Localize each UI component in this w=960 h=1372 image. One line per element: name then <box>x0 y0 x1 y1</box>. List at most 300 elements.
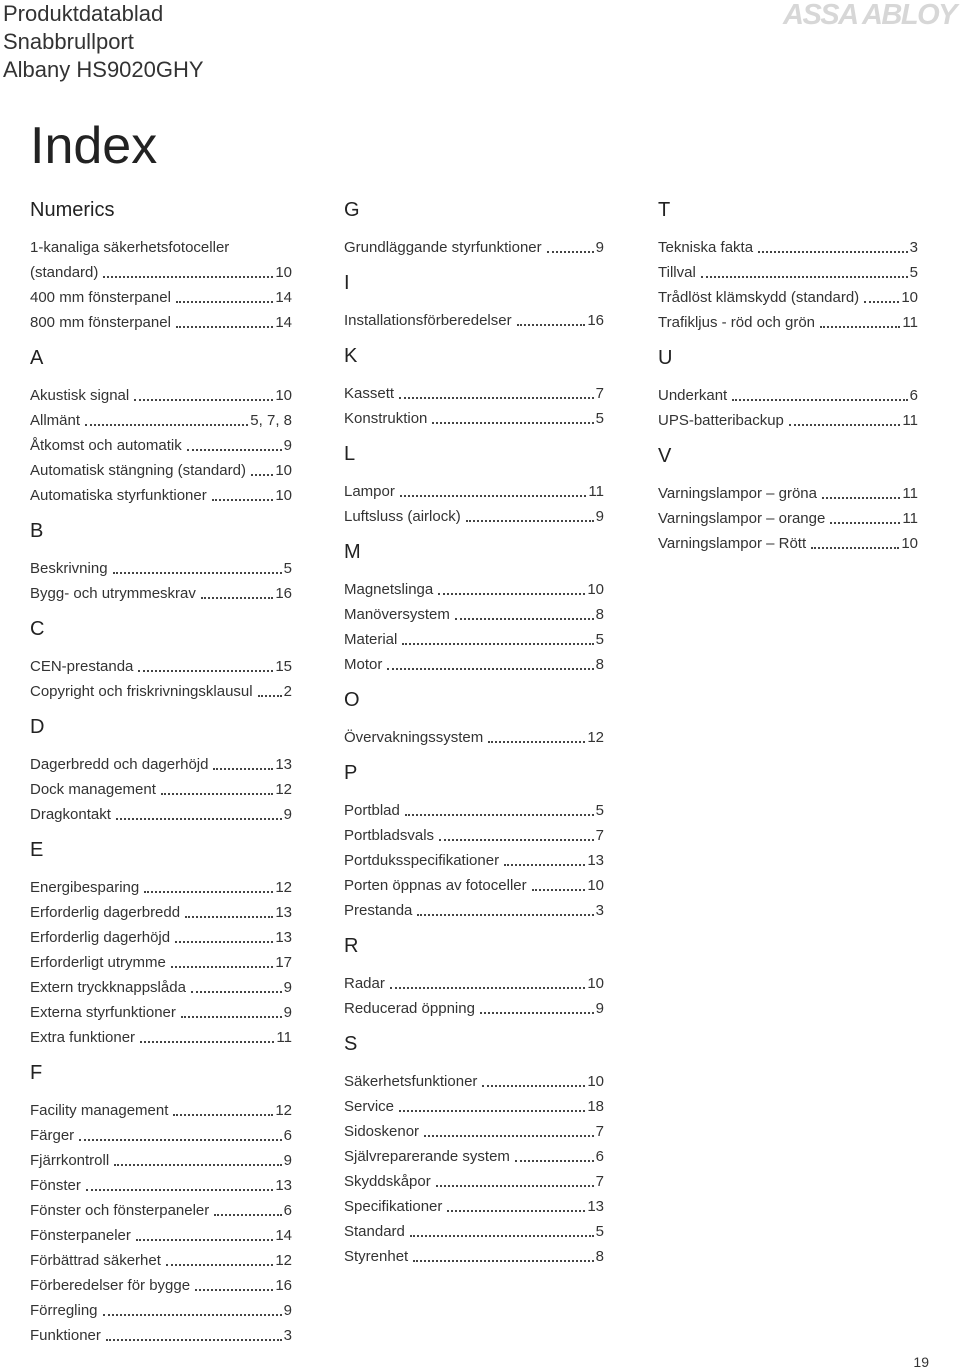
entry-page-ref: 5 <box>595 410 604 427</box>
entry-page-ref: 9 <box>595 1000 604 1017</box>
entry-page-ref: 10 <box>275 487 292 504</box>
index-entry <box>30 1000 292 1025</box>
section-heading: M <box>344 541 361 563</box>
entry-page-ref: 5 <box>909 264 918 281</box>
dot-leader <box>138 670 273 672</box>
entry-label: Förregling <box>30 1302 98 1319</box>
entry-label: Energibesparing <box>30 879 140 896</box>
page-number: 19 <box>913 1354 929 1370</box>
entry-page-ref: 12 <box>275 1252 292 1269</box>
section-heading: V <box>658 445 672 467</box>
dot-leader <box>438 593 585 595</box>
entry-page-ref: 11 <box>902 314 918 331</box>
entry-page-ref: 5 <box>595 1223 604 1240</box>
dot-leader <box>176 326 273 328</box>
index-section <box>344 343 604 431</box>
index-entry <box>30 679 292 704</box>
index-entry <box>344 1219 604 1244</box>
dot-leader <box>402 643 593 645</box>
entry-label: Externa styrfunktioner <box>30 1004 176 1021</box>
entry-page-ref: 13 <box>275 756 292 773</box>
dot-leader <box>134 399 273 401</box>
header-line-1: Produktdatablad <box>3 1 164 26</box>
index-entry <box>30 975 292 1000</box>
entry-page-ref: 12 <box>587 729 604 746</box>
entry-page-ref: 5 <box>595 631 604 648</box>
index-entry <box>344 971 604 996</box>
index-entry <box>30 1223 292 1248</box>
index-entry <box>344 1094 604 1119</box>
dot-leader <box>789 424 901 426</box>
dot-leader <box>195 1289 273 1291</box>
index-entry <box>30 408 292 433</box>
index-entry <box>30 654 292 679</box>
section-heading: C <box>30 618 45 640</box>
index-entry <box>344 1069 604 1094</box>
brand-logo: ASSA ABLOY <box>783 0 956 31</box>
index-entry <box>30 433 292 458</box>
index-entry <box>344 627 604 652</box>
page-title: Index <box>30 117 158 175</box>
entry-label: Fönster <box>30 1177 81 1194</box>
index-entry <box>30 1123 292 1148</box>
entry-label: Varningslampor – orange <box>658 510 826 527</box>
index-entry <box>30 777 292 802</box>
section-heading: A <box>30 347 44 369</box>
index-entry <box>344 1144 604 1169</box>
entry-page-ref: 11 <box>902 412 918 429</box>
entry-label: Förberedelser för bygge <box>30 1277 191 1294</box>
dot-leader <box>410 1235 594 1237</box>
dot-leader <box>432 422 593 424</box>
dot-leader <box>390 987 585 989</box>
dot-leader <box>113 572 282 574</box>
index-entry <box>658 310 918 335</box>
dot-leader <box>176 301 273 303</box>
index-section <box>30 1060 292 1348</box>
index-section <box>344 197 604 260</box>
entry-page-ref: 8 <box>595 606 604 623</box>
section-heading: P <box>344 762 358 784</box>
index-entry <box>658 383 918 408</box>
section-heading: R <box>344 935 359 957</box>
index-entry <box>30 900 292 925</box>
entry-page-ref: 12 <box>275 781 292 798</box>
entry-page-ref: 7 <box>595 1123 604 1140</box>
section-heading: S <box>344 1033 358 1055</box>
index-entry <box>344 725 604 750</box>
dot-leader <box>399 397 594 399</box>
dot-leader <box>181 1016 282 1018</box>
index-section <box>30 837 292 1050</box>
entry-label: 1-kanaliga säkerhetsfotoceller <box>30 239 230 256</box>
dot-leader <box>171 966 273 968</box>
index-column-3 <box>658 197 918 556</box>
dot-leader <box>455 618 594 620</box>
dot-leader <box>811 547 899 549</box>
index-entry <box>344 652 604 677</box>
entry-page-ref: 6 <box>283 1202 292 1219</box>
index-section <box>344 270 604 333</box>
entry-page-ref: 8 <box>595 1248 604 1265</box>
index-entry <box>344 577 604 602</box>
entry-page-ref: 11 <box>588 483 604 500</box>
entry-page-ref: 10 <box>587 975 604 992</box>
index-entry <box>30 950 292 975</box>
dot-leader <box>213 768 273 770</box>
dot-leader <box>399 1110 585 1112</box>
section-heading: F <box>30 1062 43 1084</box>
entry-label: Extra funktioner <box>30 1029 136 1046</box>
index-entry <box>30 802 292 827</box>
section-heading: Numerics <box>30 199 115 221</box>
index-entry <box>344 602 604 627</box>
entry-page-ref: 12 <box>275 1102 292 1119</box>
index-section <box>344 441 604 529</box>
entry-page-ref: 14 <box>275 314 292 331</box>
entry-page-ref: 16 <box>275 1277 292 1294</box>
entry-page-ref: 13 <box>587 852 604 869</box>
index-entry <box>344 798 604 823</box>
dot-leader <box>482 1085 585 1087</box>
entry-page-ref: 9 <box>283 1302 292 1319</box>
index-section <box>30 345 292 508</box>
dot-leader <box>214 1214 281 1216</box>
entry-page-ref: 14 <box>275 1227 292 1244</box>
entry-label: Kassett <box>344 385 395 402</box>
entry-label: Underkant <box>658 387 728 404</box>
entry-page-ref: 17 <box>275 954 292 971</box>
entry-page-ref: 13 <box>275 904 292 921</box>
dot-leader <box>136 1239 273 1241</box>
index-section <box>658 443 918 556</box>
dot-leader <box>547 251 594 253</box>
index-entry <box>344 235 604 260</box>
entry-label: Installationsförberedelser <box>344 312 512 329</box>
entry-label: Portduksspecifikationer <box>344 852 500 869</box>
dot-leader <box>466 520 594 522</box>
entry-label: CEN-prestanda <box>30 658 134 675</box>
entry-label: Skyddskåpor <box>344 1173 431 1190</box>
entry-page-ref: 8 <box>595 656 604 673</box>
dot-leader <box>822 497 900 499</box>
entry-label: Tekniska fakta <box>658 239 754 256</box>
index-entry <box>30 925 292 950</box>
section-heading: K <box>344 345 358 367</box>
dot-leader <box>701 276 908 278</box>
dot-leader <box>758 251 908 253</box>
index-entry <box>30 458 292 483</box>
entry-label: Konstruktion <box>344 410 428 427</box>
dot-leader <box>504 864 585 866</box>
entry-label-continued: (standard) <box>30 264 99 281</box>
dot-leader <box>258 695 282 697</box>
entry-page-ref: 16 <box>275 585 292 602</box>
dot-leader <box>400 495 587 497</box>
entry-page-ref: 9 <box>595 508 604 525</box>
entry-label: Färger <box>30 1127 75 1144</box>
entry-page-ref: 9 <box>595 239 604 256</box>
entry-label: Övervakningssystem <box>344 729 484 746</box>
entry-page-ref: 6 <box>595 1148 604 1165</box>
entry-label: Radar <box>344 975 385 992</box>
index-entry <box>30 581 292 606</box>
entry-label: Standard <box>344 1223 405 1240</box>
entry-page-ref: 10 <box>587 877 604 894</box>
index-entry <box>344 898 604 923</box>
entry-label: Dragkontakt <box>30 806 111 823</box>
entry-page-ref: 10 <box>587 1073 604 1090</box>
index-entry <box>30 1198 292 1223</box>
dot-leader <box>161 793 273 795</box>
index-entry <box>30 1025 292 1050</box>
index-entry <box>658 285 918 310</box>
entry-page-ref: 9 <box>283 437 292 454</box>
index-section <box>30 518 292 606</box>
index-entry <box>658 235 918 260</box>
dot-leader <box>173 1114 273 1116</box>
dot-leader <box>79 1139 281 1141</box>
entry-page-ref: 11 <box>902 485 918 502</box>
entry-page-ref: 3 <box>595 902 604 919</box>
section-heading: E <box>30 839 44 861</box>
index-section <box>344 760 604 923</box>
entry-label: Facility management <box>30 1102 169 1119</box>
entry-page-ref: 18 <box>587 1098 604 1115</box>
index-entry <box>658 408 918 433</box>
index-entry <box>344 1194 604 1219</box>
dot-leader <box>515 1160 594 1162</box>
entry-label: Service <box>344 1098 395 1115</box>
dot-leader <box>140 1041 274 1043</box>
entry-page-ref: 7 <box>595 385 604 402</box>
index-section <box>658 197 918 335</box>
entry-page-ref: 6 <box>283 1127 292 1144</box>
entry-label: Material <box>344 631 398 648</box>
entry-label: Trafikljus - röd och grön <box>658 314 816 331</box>
dot-leader <box>864 301 899 303</box>
index-entry <box>658 506 918 531</box>
index-entry <box>30 1098 292 1123</box>
dot-leader <box>830 522 900 524</box>
entry-label: Sidoskenor <box>344 1123 420 1140</box>
section-heading: I <box>344 272 350 294</box>
index-section <box>658 345 918 433</box>
entry-label: Akustisk signal <box>30 387 130 404</box>
entry-page-ref: 3 <box>909 239 918 256</box>
entry-label: Självreparerande system <box>344 1148 510 1165</box>
header-line-2: Snabbrullport <box>3 29 134 54</box>
index-entry <box>30 235 292 285</box>
dot-leader <box>387 668 593 670</box>
entry-label: Tillval <box>658 264 696 281</box>
entry-page-ref: 11 <box>276 1029 292 1046</box>
document-header <box>3 0 204 84</box>
dot-leader <box>480 1012 594 1014</box>
dot-leader <box>175 941 273 943</box>
section-heading: B <box>30 520 44 542</box>
index-section <box>30 714 292 827</box>
entry-label: Automatiska styrfunktioner <box>30 487 207 504</box>
entry-label: Copyright och friskrivningsklausul <box>30 683 253 700</box>
index-entry <box>30 285 292 310</box>
entry-page-ref: 16 <box>587 312 604 329</box>
index-entry <box>30 1173 292 1198</box>
entry-label: Beskrivning <box>30 560 108 577</box>
entry-label: Trådlöst klämskydd (standard) <box>658 289 860 306</box>
section-heading: O <box>344 689 360 711</box>
entry-label: Extern tryckknappslåda <box>30 979 186 996</box>
index-entry <box>344 1169 604 1194</box>
entry-label: 800 mm fönsterpanel <box>30 314 171 331</box>
entry-page-ref: 13 <box>275 1177 292 1194</box>
index-entry <box>30 752 292 777</box>
dot-leader <box>103 276 273 278</box>
entry-page-ref: 10 <box>901 535 918 552</box>
entry-label: UPS-batteribackup <box>658 412 784 429</box>
dot-leader <box>532 889 586 891</box>
index-entry <box>658 481 918 506</box>
section-heading: T <box>658 199 671 221</box>
entry-label: Erforderlig dagerhöjd <box>30 929 171 946</box>
entry-label: Porten öppnas av fotoceller <box>344 877 527 894</box>
header-line-3: Albany HS9020GHY <box>3 57 204 82</box>
entry-label: Allmänt <box>30 412 81 429</box>
index-entry <box>30 875 292 900</box>
index-entry <box>344 848 604 873</box>
entry-page-ref: 5 <box>595 802 604 819</box>
entry-label: Åtkomst och automatik <box>30 437 182 454</box>
entry-label: Varningslampor – Rött <box>658 535 807 552</box>
index-column-1 <box>30 197 292 1348</box>
dot-leader <box>413 1260 593 1262</box>
entry-page-ref: 10 <box>275 462 292 479</box>
entry-label: Säkerhetsfunktioner <box>344 1073 478 1090</box>
entry-page-ref: 15 <box>275 658 292 675</box>
entry-label: Erforderligt utrymme <box>30 954 166 971</box>
entry-page-ref: 7 <box>595 827 604 844</box>
entry-label: Varningslampor – gröna <box>658 485 817 502</box>
entry-page-ref: 7 <box>595 1173 604 1190</box>
section-heading: G <box>344 199 360 221</box>
index-entry <box>30 1273 292 1298</box>
index-entry <box>658 531 918 556</box>
dot-leader <box>106 1339 282 1341</box>
entry-label: Bygg- och utrymmeskrav <box>30 585 196 602</box>
entry-label: Portblad <box>344 802 400 819</box>
dot-leader <box>116 818 282 820</box>
entry-label: Erforderlig dagerbredd <box>30 904 181 921</box>
entry-page-ref: 9 <box>283 979 292 996</box>
dot-leader <box>447 1210 585 1212</box>
dot-leader <box>201 597 273 599</box>
dot-leader <box>187 449 282 451</box>
entry-label: Luftsluss (airlock) <box>344 508 461 525</box>
entry-page-ref: 14 <box>275 289 292 306</box>
index-section <box>344 687 604 750</box>
entry-page-ref: 9 <box>283 1152 292 1169</box>
dot-leader <box>144 891 273 893</box>
entry-label: Magnetslinga <box>344 581 434 598</box>
index-entry <box>30 1148 292 1173</box>
dot-leader <box>405 814 594 816</box>
index-entry <box>30 310 292 335</box>
entry-label: Fönster och fönsterpaneler <box>30 1202 210 1219</box>
entry-label: Dagerbredd och dagerhöjd <box>30 756 209 773</box>
dot-leader <box>732 399 907 401</box>
dot-leader <box>439 839 594 841</box>
entry-label: Reducerad öppning <box>344 1000 475 1017</box>
index-entry <box>658 260 918 285</box>
index-section <box>344 1031 604 1269</box>
index-entry <box>344 1244 604 1269</box>
index-entry <box>30 1323 292 1348</box>
entry-page-ref: 5 <box>283 560 292 577</box>
dot-leader <box>424 1135 594 1137</box>
index-section <box>344 933 604 1021</box>
dot-leader <box>488 741 585 743</box>
entry-page-ref: 10 <box>275 264 292 281</box>
entry-page-ref: 10 <box>275 387 292 404</box>
index-entry <box>344 1119 604 1144</box>
entry-label: Motor <box>344 656 383 673</box>
entry-label: Lampor <box>344 483 395 500</box>
index-entry <box>344 873 604 898</box>
entry-page-ref: 13 <box>275 929 292 946</box>
dot-leader <box>820 326 900 328</box>
index-section <box>30 616 292 704</box>
entry-label: Förbättrad säkerhet <box>30 1252 161 1269</box>
index-entry <box>30 383 292 408</box>
index-column-2 <box>344 197 604 1269</box>
dot-leader <box>417 914 593 916</box>
dot-leader <box>103 1314 282 1316</box>
dot-leader <box>436 1185 594 1187</box>
entry-label: Fjärrkontroll <box>30 1152 110 1169</box>
entry-page-ref: 6 <box>909 387 918 404</box>
dot-leader <box>517 324 586 326</box>
section-heading: D <box>30 716 45 738</box>
index-section <box>344 539 604 677</box>
entry-page-ref: 13 <box>587 1198 604 1215</box>
dot-leader <box>86 1189 273 1191</box>
index-entry <box>30 483 292 508</box>
dot-leader <box>185 916 273 918</box>
entry-page-ref: 12 <box>275 879 292 896</box>
dot-leader <box>212 499 274 501</box>
entry-page-ref: 9 <box>283 806 292 823</box>
dot-leader <box>191 991 282 993</box>
index-entry <box>344 308 604 333</box>
entry-label: 400 mm fönsterpanel <box>30 289 171 306</box>
entry-page-ref: 5, 7, 8 <box>250 412 292 429</box>
entry-page-ref: 3 <box>283 1327 292 1344</box>
entry-page-ref: 11 <box>902 510 918 527</box>
entry-label: Manöversystem <box>344 606 450 623</box>
entry-page-ref: 10 <box>901 289 918 306</box>
entry-label: Portbladsvals <box>344 827 435 844</box>
section-heading: U <box>658 347 673 369</box>
dot-leader <box>166 1264 273 1266</box>
entry-page-ref: 9 <box>283 1004 292 1021</box>
entry-label: Dock management <box>30 781 156 798</box>
entry-label: Styrenhet <box>344 1248 409 1265</box>
index-section <box>30 197 292 335</box>
index-entry <box>344 996 604 1021</box>
index-entry <box>344 406 604 431</box>
section-heading: L <box>344 443 356 465</box>
index-entry <box>344 823 604 848</box>
